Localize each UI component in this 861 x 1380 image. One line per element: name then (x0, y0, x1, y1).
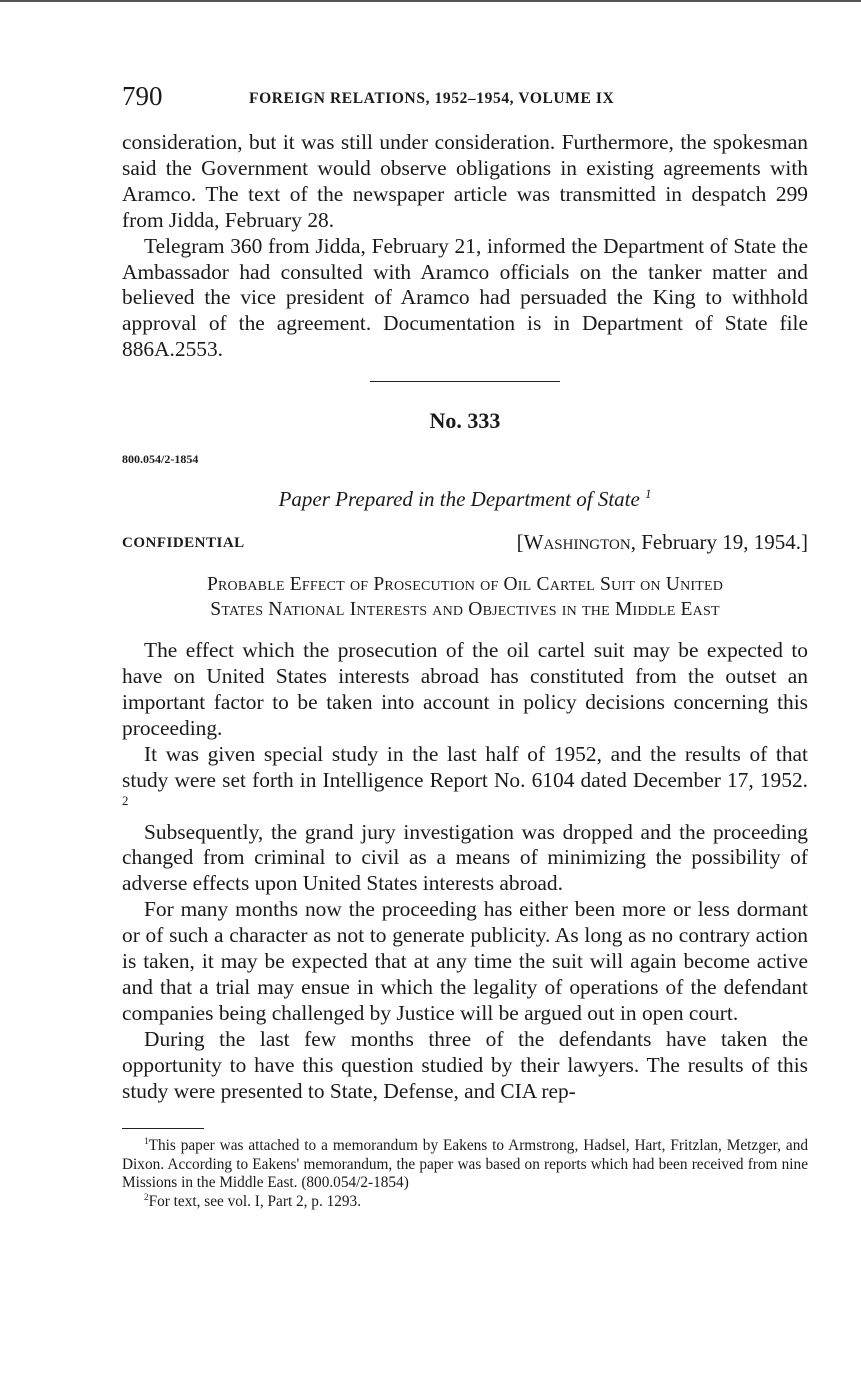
top-border-line (0, 0, 861, 2)
body-paragraph-3: Subsequently, the grand jury investigation was dropped and the proceeding changed from criminal to civil as a means of minimizing the possibility of adverse effects upon United States interests abroad. (122, 819, 808, 896)
footnote-1 (122, 1137, 808, 1193)
dateline (517, 530, 808, 555)
preceding-paragraph: Telegram 360 from Jidda, February 21, informed the Department of State the Ambassador had consulted with Aramco officials on the tanker matter and believed the vice president of Aramco had persuaded the King to withhold approval of the agreement. Documentation is in Department of State file 886A.2553. (122, 233, 808, 362)
classification-label: CONFIDENTIAL (122, 535, 245, 552)
document-body (122, 638, 808, 1104)
body-paragraph-4: For many months now the proceeding has either been more or less dormant or of such a character as not to generate publicity. As long as no contrary action is taken, it may be expected that at any time the suit will again become active and that a trial may ensue in which the legality of operations of the defendant companies being challenged by Justice will be argued out in open court. (122, 897, 808, 1025)
continued-paragraph: consideration, but it was still under consideration. Furthermore, the spokesman said the Government would observe obligations in existing agreements with Aramco. The text of the newspaper article was transmitted in despatch 299 from Jidda, February 28. (122, 130, 808, 232)
footnote-marker-2: 2 (122, 793, 129, 808)
document-title-line-2: States National Interests and Objectives in the Middle East (210, 599, 720, 621)
body-paragraph-2-text: It was given special study in the last half of 1952, and the results of that study were set forth in Intelligence Report No. 6104 dated December 17, 1952. (122, 741, 808, 792)
document-title-line-1: Probable Effect of Prosecution of Oil Cartel Suit on United (206, 574, 724, 596)
footnote-2-text: For text, see vol. I, Part 2, p. 1293. (148, 1192, 362, 1210)
body-paragraph-5: During the last few months three of the defendants have taken the opportunity to have this question studied by their lawyers. The results of this study were presented to State, Defense, and CIA rep- (122, 1026, 808, 1103)
document-heading (122, 486, 808, 512)
footnotes (122, 1137, 808, 1211)
document-page (122, 80, 808, 1211)
document-heading-text: Paper Prepared in the Department of State (278, 487, 640, 512)
dateline-date: , February 19, 1954.] (630, 530, 808, 555)
footnote-2 (122, 1193, 808, 1212)
footnote-2-marker: 2 (144, 1191, 149, 1202)
classification-row (122, 530, 808, 558)
file-reference: 800.054/2-1854 (122, 452, 199, 467)
running-title: FOREIGN RELATIONS, 1952–1954, VOLUME IX (249, 90, 615, 107)
running-header (122, 80, 808, 114)
body-paragraph-2 (122, 742, 808, 820)
document-title (122, 572, 808, 622)
section-divider (370, 381, 560, 382)
footnote-1-text: This paper was attached to a memorandum by Eakens to Armstrong, Hadsel, Hart, Fritzlan, Metzger, and Dixon. According to Eakens' memorandum, the paper was based on reports which had been received from nine Missions in the Middle East. (800.054/2-1854) (122, 1137, 808, 1192)
footnote-divider (122, 1128, 204, 1129)
dateline-place: Washington (523, 530, 631, 555)
dateline-bracket: [ (516, 530, 524, 555)
footnote-marker-1: 1 (645, 487, 652, 502)
footnote-1-marker: 1 (144, 1136, 149, 1147)
body-paragraph-1: The effect which the prosecution of the oil cartel suit may be expected to have on United States interests abroad has constituted from the outset an important factor to be taken into account in policy decisions concerning this proceeding. (122, 638, 808, 740)
page-number: 790 (122, 81, 163, 111)
document-number: No. 333 (429, 408, 501, 434)
